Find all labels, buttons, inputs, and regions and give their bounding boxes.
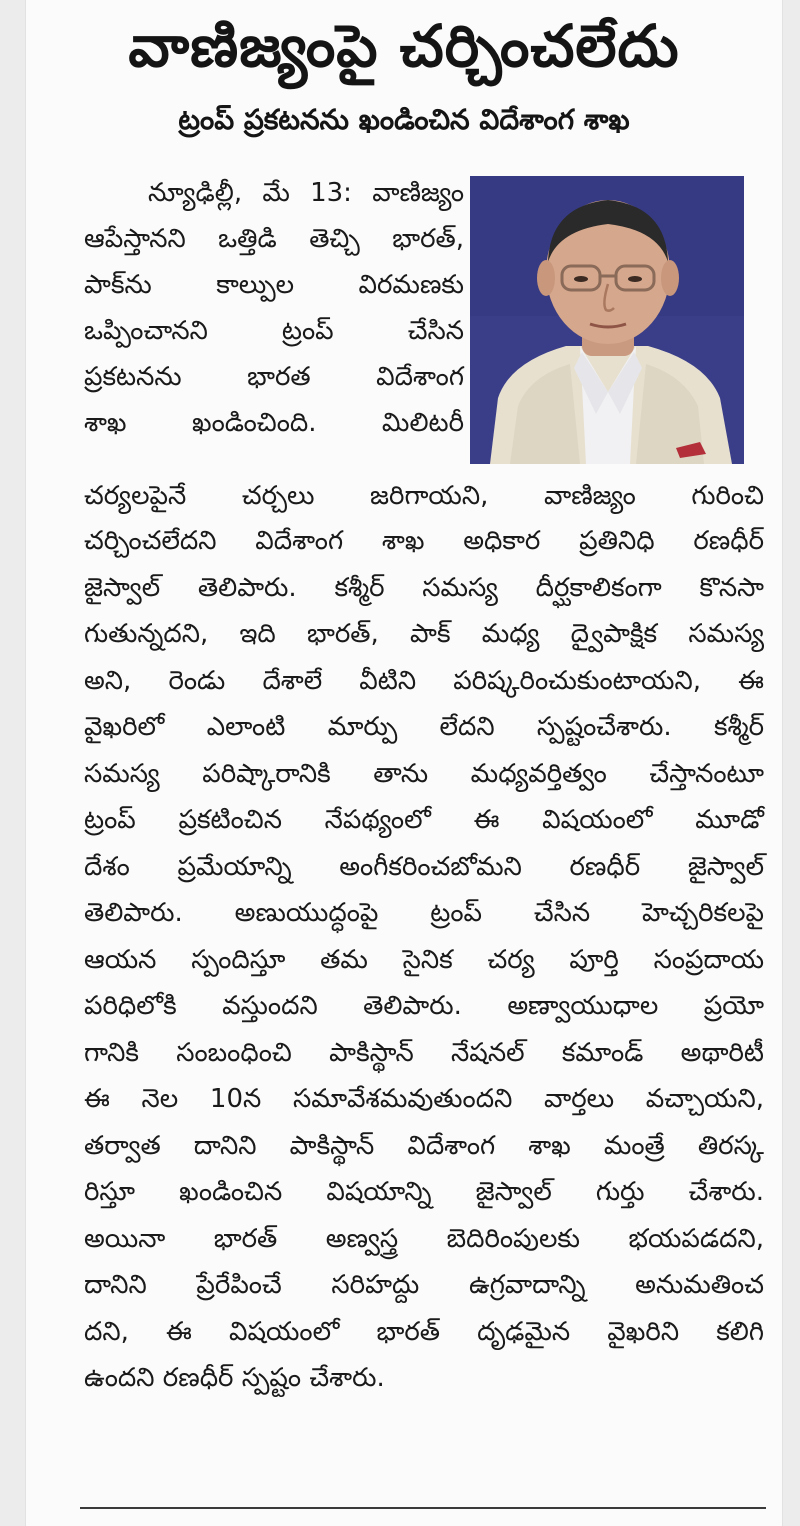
body-line-17: అయినా భారత్ అణ్వస్త్ర బెదిరింపులకు భయపడదని, (84, 1224, 764, 1254)
body-line-14: ఈ నెల 10న సమావేశమవుతుందని వార్తలు వచ్చాయని, (84, 1084, 764, 1114)
body-line-16: రిస్తూ ఖండించిన విషయాన్ని జైస్వాల్ గుర్తు చేశారు. (84, 1177, 764, 1207)
lead-line-6: శాఖ ఖండించింది. మిలిటరీ (84, 408, 464, 438)
newspaper-clipping (26, 0, 782, 1526)
subheadline: ట్రంప్ ప్రకటనను ఖండించిన విదేశాంగ శాఖ (178, 103, 630, 136)
body-line-2: చర్చించలేదని విదేశాంగ శాఖ అధికార ప్రతినిధి రణధీర్ (84, 526, 764, 556)
body-line-9: దేశం ప్రమేయాన్ని అంగీకరించబోమని రణధీర్ జైస్వాల్ (84, 852, 764, 882)
portrait-image (470, 176, 744, 464)
body-line-7: సమస్య పరిష్కారానికి తాను మధ్యవర్తిత్వం చేస్తానంటూ (84, 759, 764, 789)
lead-line-4: ఒప్పించానని ట్రంప్ చేసిన (84, 316, 464, 346)
spokesperson-photo (470, 176, 744, 464)
body-line-13: గానికి సంబంధించి పాకిస్థాన్ నేషనల్ కమాండ్ అథారిటీ (84, 1038, 764, 1068)
body-line-19: దని, ఈ విషయంలో భారత్ దృఢమైన వైఖరిని కలిగి (84, 1317, 764, 1347)
body-line-5: అని, రెండు దేశాలే వీటిని పరిష్కరించుకుంటాయని, ఈ (84, 666, 764, 696)
lead-line-3: పాక్‌ను కాల్పుల విరమణకు (84, 270, 464, 300)
body-line-3: జైస్వాల్ తెలిపారు. కశ్మీర్ సమస్య దీర్ఘకాలికంగా కొనసా (84, 573, 764, 603)
lead-line-2: ఆపేస్తానని ఒత్తిడి తెచ్చి భారత్, (84, 224, 464, 254)
body-line-11: ఆయన స్పందిస్తూ తమ సైనిక చర్య పూర్తి సంప్రదాయ (84, 945, 764, 975)
body-line-4: గుతున్నదని, ఇది భారత్, పాక్ మధ్య ద్వైపాక్షిక సమస్య (84, 619, 764, 649)
body-line-20: ఉందని రణధీర్ స్పష్టం చేశారు. (84, 1363, 385, 1393)
body-line-10: తెలిపారు. అణుయుద్ధంపై ట్రంప్ చేసిన హెచ్చరికలపై (84, 898, 764, 928)
body-line-15: తర్వాత దానిని పాకిస్థాన్ విదేశాంగ శాఖ మంత్రే తిరస్క (84, 1131, 764, 1161)
bottom-divider (80, 1507, 766, 1509)
lead-line-1: న్యూఢిల్లీ, మే 13: వాణిజ్యం (148, 178, 464, 208)
body-line-12: పరిధిలోకి వస్తుందని తెలిపారు. అణ్వాయుధాల ప్రయో (84, 991, 764, 1021)
headline: వాణిజ్యంపై చర్చించలేదు (128, 12, 680, 80)
body-line-8: ట్రంప్ ప్రకటించిన నేపథ్యంలో ఈ విషయంలో మూడో (84, 805, 764, 835)
body-line-6: వైఖరిలో ఎలాంటి మార్పు లేదని స్పష్టంచేశారు. కశ్మీర్ (84, 712, 764, 742)
lead-line-5: ప్రకటనను భారత విదేశాంగ (84, 362, 464, 392)
body-line-1: చర్యలపైనే చర్చలు జరిగాయని, వాణిజ్యం గురించి (84, 481, 764, 511)
body-line-18: దానిని ప్రేరేపించే సరిహద్దు ఉగ్రవాదాన్ని అనుమతించ (84, 1270, 764, 1300)
